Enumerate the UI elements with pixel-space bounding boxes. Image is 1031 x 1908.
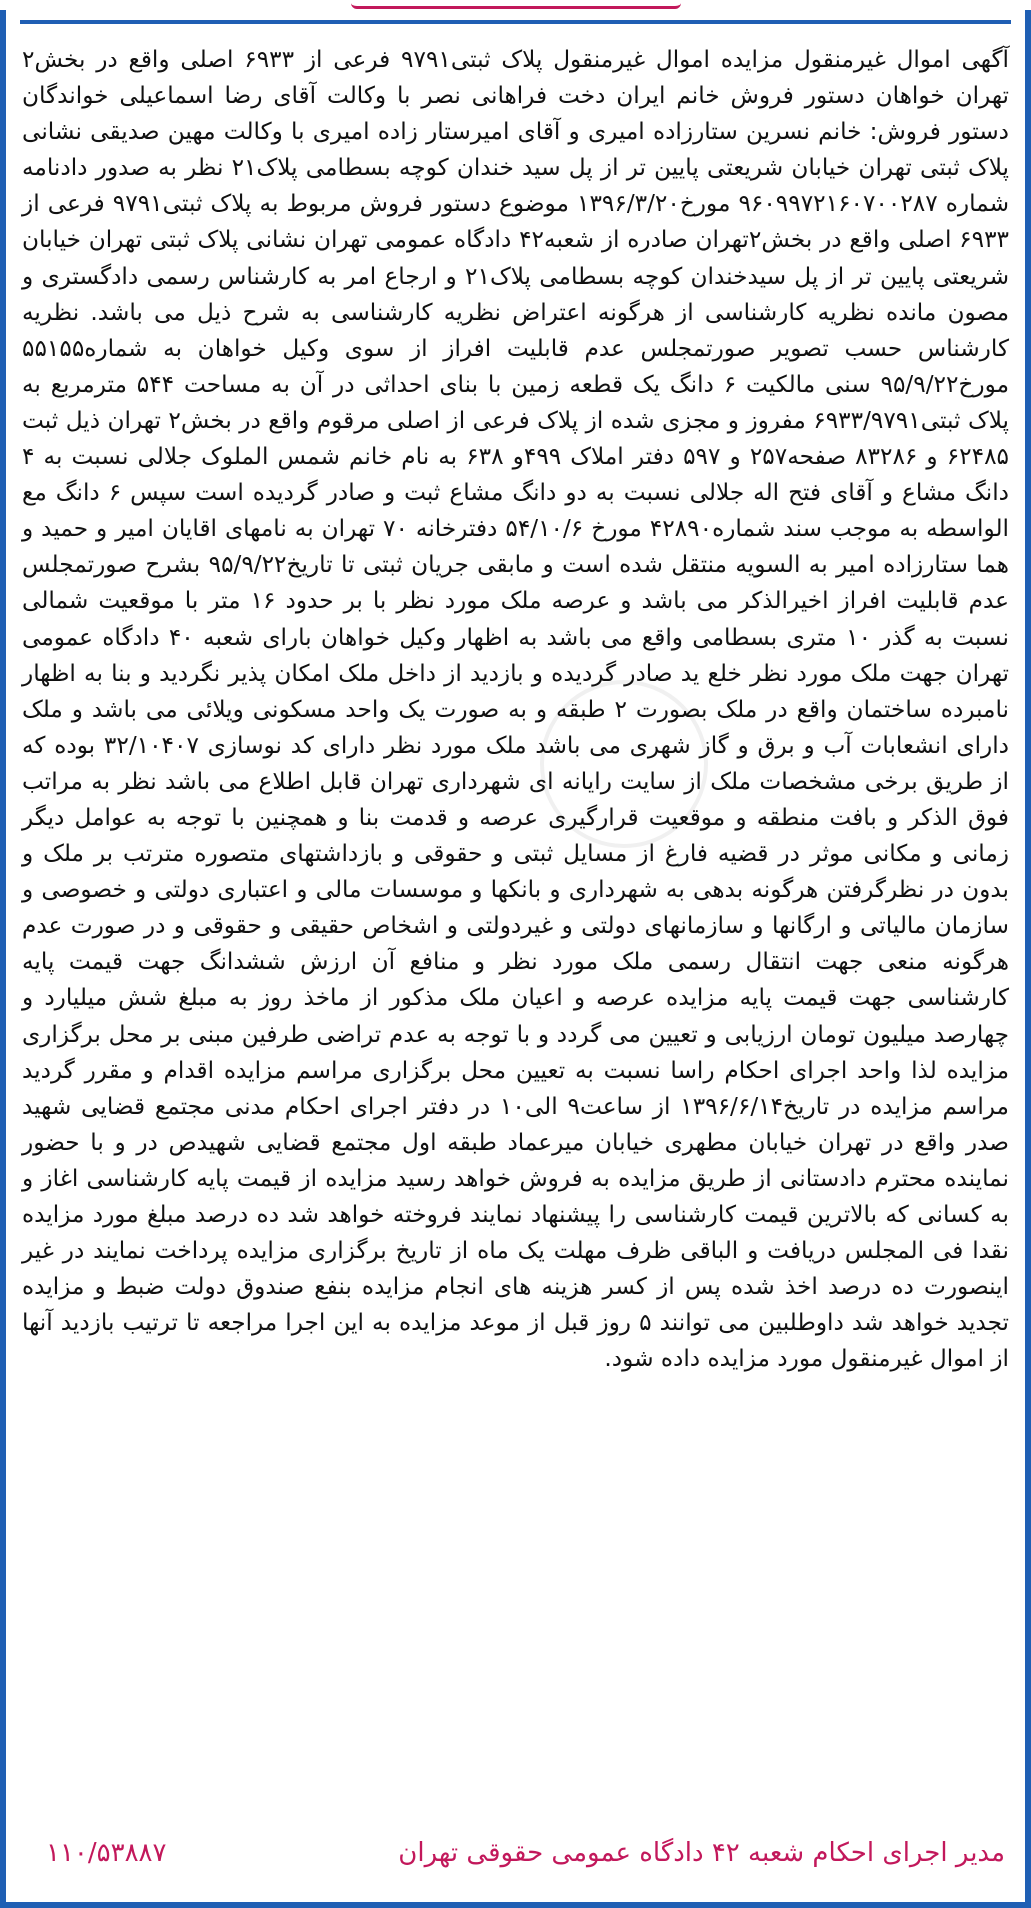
signature-line: مدیر اجرای احکام شعبه ۴۲ دادگاه عمومی حقوقی تهران	[398, 1838, 1005, 1868]
top-divider	[20, 20, 1011, 24]
header-title-fragment	[351, 0, 681, 9]
top-strip	[0, 0, 1031, 10]
ad-number: ۱۱۰/۵۳۸۸۷	[46, 1838, 167, 1868]
notice-footer	[22, 1833, 1009, 1873]
notice-body: آگهی اموال غیرمنقول مزایده اموال غیرمنقول پلاک ثبتی۹۷۹۱ فرعی از ۶۹۳۳ اصلی واقع در بخش۲ تهران خواهان دستور فروش خانم ایران دخت فراهانی نصر با وکالت آقای رضا اسماعیلی خواندگان دستور فروش: خانم نسرین ستارزاده امیری و آقای امیرستار زاده امیری با وکالت مهین صدیقی نشانی پلاک ثبتی تهران خیابان شریعتی پایین تر از پل سید خندان کوچه بسطامی پلاک۲۱ نظر به صدور دادنامه شماره ۹۶۰۹۹۷۲۱۶۰۷۰۰۲۸۷ مورخ۱۳۹۶/۳/۲۰ موضوع دستور فروش مربوط به پلاک ثبتی۹۷۹۱ فرعی از ۶۹۳۳ اصلی واقع در بخش۲تهران صادره از شعبه۴۲ دادگاه عمومی تهران نشانی پلاک ثبتی تهران خیابان شریعتی پایین تر از پل سیدخندان کوچه بسطامی پلاک۲۱ و ارجاع امر به کارشناس رسمی دادگستری و مصون مانده نظریه کارشناسی از هرگونه اعتراض نظریه کارشناسی به شرح ذیل می باشد. نظریه کارشناس حسب تصویر صورتمجلس عدم قابلیت افراز از سوی وکیل خواهان به شماره۵۵۱۵۵ مورخ۹۵/۹/۲۲ سنی مالکیت ۶ دانگ یک قطعه زمین با بنای احداثی در آن به مساحت ۵۴۴ مترمربع به پلاک ثبتی۶۹۳۳/۹۷۹۱ مفروز و مجزی شده از پلاک فرعی از اصلی مرقوم واقع در بخش۲ تهران ذیل ثبت ۶۲۴۸۵ و ۸۳۲۸۶ صفحه۲۵۷ و ۵۹۷ دفتر املاک ۴۹۹و ۶۳۸ به نام خانم شمس الملوک جلالی نسبت به ۴ دانگ مشاع و آقای فتح اله جلالی نسبت به دو دانگ مشاع ثبت و صادر گردیده است سپس ۶ دانگ مع الواسطه به موجب سند شماره۴۲۸۹۰ مورخ ۵۴/۱۰/۶ دفترخانه ۷۰ تهران به نامهای اقایان امیر و حمید و هما ستارزاده امیر به السویه منتقل شده است و مابقی جریان ثبتی تا تاریخ۹۵/۹/۲۲ بشرح صورتمجلس عدم قابلیت افراز اخیرالذکر می باشد و عرصه ملک مورد نظر با بر حدود ۱۶ متر با موقعیت شمالی نسبت به گذر ۱۰ متری بسطامی واقع می باشد به اظهار وکیل خواهان بارای شعبه ۴۰ دادگاه عمومی تهران جهت ملک مورد نظر خلع ید صادر گردیده و بازدید از داخل ملک امکان پذیر نگردید و بنا به اظهار نامبرده ساختمان واقع در ملک بصورت ۲ طبقه و به صورت یک واحد مسکونی ویلائی می باشد و ملک دارای انشعابات آب و برق و گاز شهری می باشد ملک مورد نظر دارای کد نوسازی ۳۲/۱۰۴۰۷ بوده که از طریق برخی مشخصات ملک از سایت رایانه ای شهرداری تهران قابل اطلاع می باشد نظر به مراتب فوق الذکر و بافت منطقه و موقعیت قرارگیری عرصه و قدمت بنا و همچنین با توجه به عوامل دیگر زمانی و مکانی موثر در قضیه فارغ از مسایل ثبتی و حقوقی و بازداشتهای متصوره مترتب بر ملک و بدون در نظرگرفتن هرگونه بدهی به شهرداری و بانکها و موسسات مالی و اعتباری دولتی و خصوصی و سازمان مالیاتی و ارگانها و سازمانهای دولتی و غیردولتی و اشخاص حقیقی و حقوقی و در صورت عدم هرگونه منعی جهت انتقال رسمی ملک مورد نظر و منافع آن ارزش ششدانگ جهت قیمت پایه کارشناسی جهت قیمت پایه مزایده عرصه و اعیان ملک مذکور از ماخذ روز به مبلغ شش میلیارد و چهارصد میلیون تومان ارزیابی و تعیین می گردد و با توجه به عدم تراضی طرفین مبنی بر محل برگزاری مزایده لذا واحد اجرای احکام راسا نسبت به تعیین محل برگزاری مراسم مزایده اقدام و مقرر گردید مراسم مزایده در تاریخ۱۳۹۶/۶/۱۴ از ساعت۹ الی۱۰ در دفتر اجرای احکام مدنی مجتمع قضایی شهید صدر واقع در تهران خیابان مطهری خیابان میرعماد طبقه اول مجتمع قضایی شهیدص در و با حضور نماینده محترم دادستانی از طریق مزایده به فروش خواهد رسید مزایده از قیمت پایه کارشناسی اغاز و به کسانی که بالاترین قیمت کارشناسی را پیشنهاد نمایند فروخته خواهد شد ده درصد مبلغ مورد مزایده نقدا فی المجلس دریافت و الباقی ظرف مهلت یک ماه از تاریخ برگزاری مزایده پرداخت نمایند در غیر اینصورت ده درصد اخذ شده پس از کسر هزینه های انجام مزایده بنفع صندوق دولت ضبط و مزایده تجدید خواهد شد داوطلبین می توانند ۵ روز قبل از موعد مزایده به این اجرا مراجعه تا ترتیب بازدید آنها از اموال غیرمنقول مورد مزایده داده شود.	[22, 46, 1010, 1373]
